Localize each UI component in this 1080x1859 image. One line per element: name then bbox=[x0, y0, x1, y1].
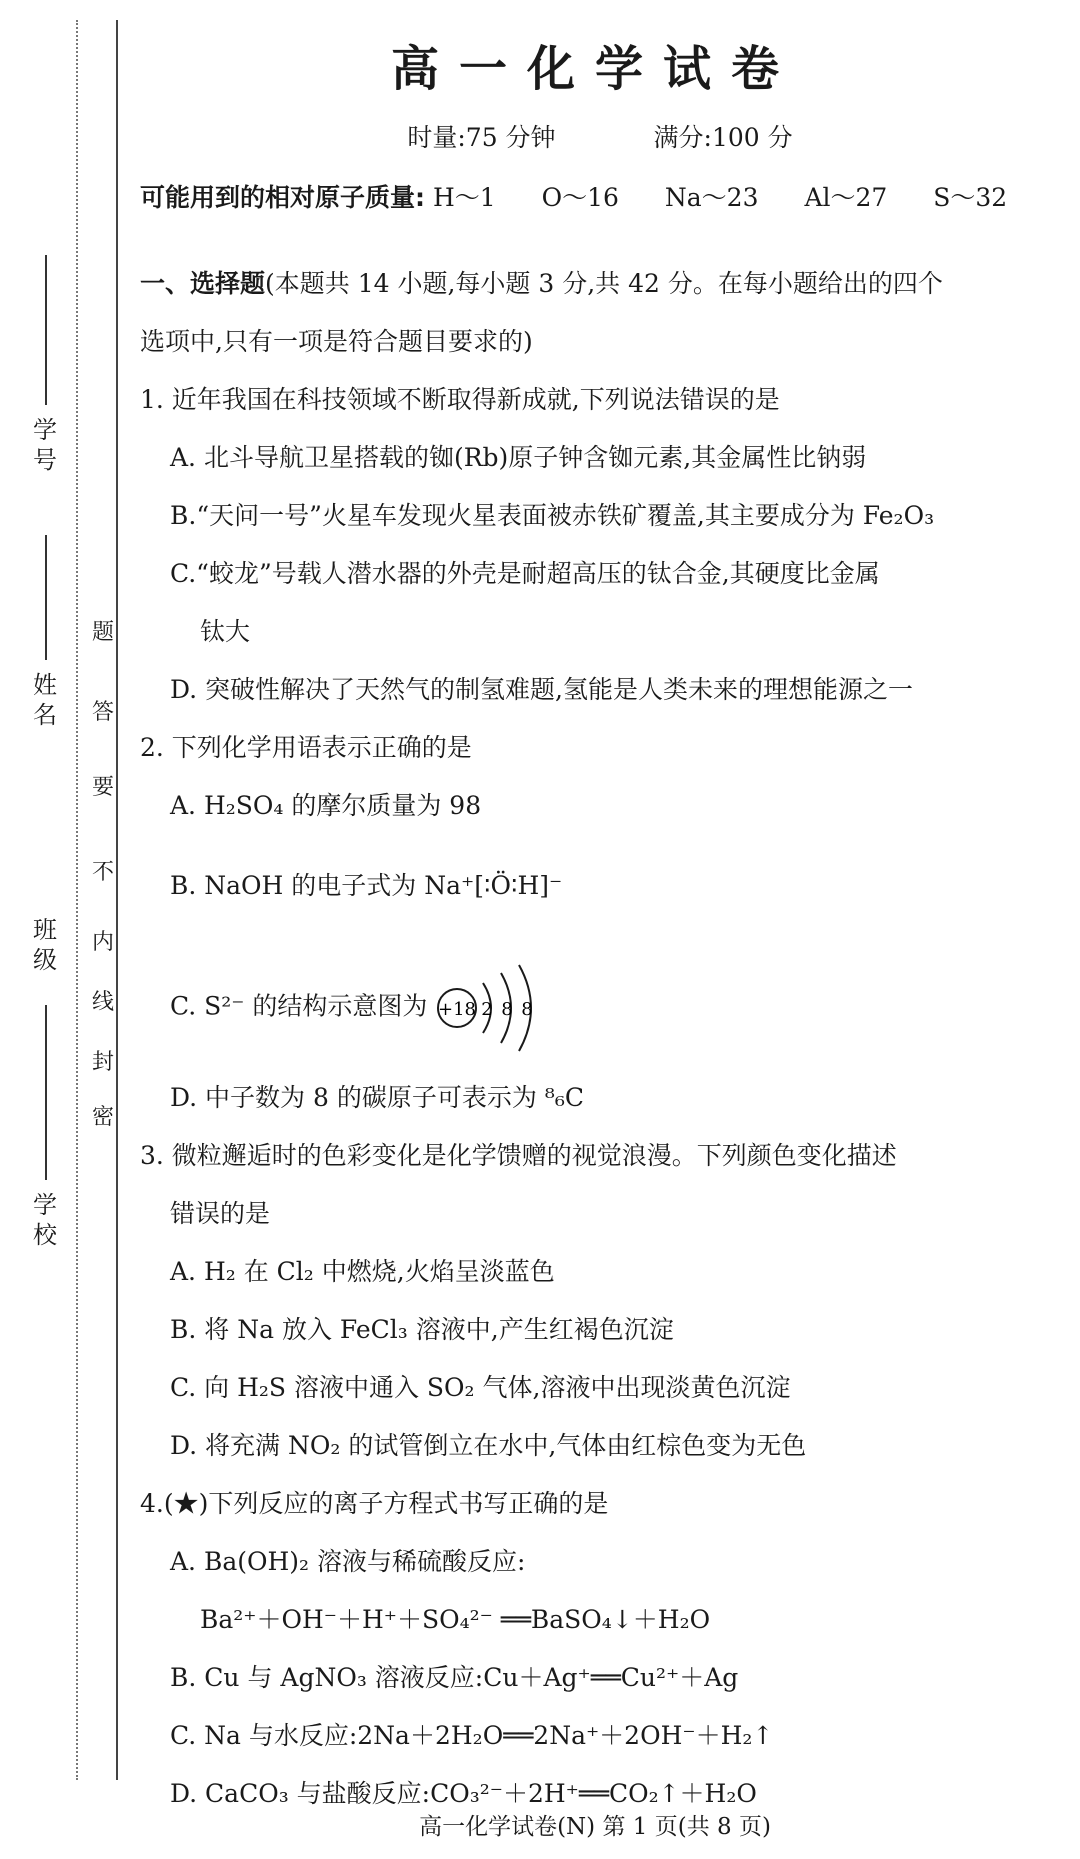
q4-option-a-equation: Ba²⁺＋OH⁻＋H⁺＋SO₄²⁻ ══BaSO₄↓＋H₂O bbox=[200, 1605, 711, 1634]
student-id-label-1: 学号 bbox=[33, 416, 57, 474]
page-title: 高一化学试卷 bbox=[390, 41, 799, 97]
q2-option-a[interactable]: A. H₂SO₄ 的摩尔质量为 98 bbox=[170, 791, 482, 820]
class-label: 班级 bbox=[33, 916, 57, 974]
exam-meta bbox=[0, 118, 1080, 154]
question-section bbox=[140, 255, 1055, 1823]
school-blank[interactable] bbox=[45, 1005, 47, 1180]
section-instructions-1: (本题共 14 小题,每小题 3 分,共 42 分。在每小题给出的四个 bbox=[265, 269, 943, 298]
section-instructions-2: 选项中,只有一项是符合题目要求的) bbox=[140, 327, 533, 356]
q4-stem: 4.(★)下列反应的离子方程式书写正确的是 bbox=[140, 1489, 609, 1518]
student-id-field[interactable] bbox=[25, 255, 65, 505]
atomic-masses-label: 可能用到的相对原子质量: bbox=[140, 183, 425, 212]
q3-stem: 3. 微粒邂逅时的色彩变化是化学馈赠的视觉浪漫。下列颜色变化描述 bbox=[140, 1141, 897, 1170]
section-heading bbox=[140, 255, 1055, 313]
q4-option-c[interactable]: C. Na 与水反应:2Na＋2H₂O══2Na⁺＋2OH⁻＋H₂↑ bbox=[170, 1721, 774, 1750]
name-blank[interactable] bbox=[45, 535, 47, 660]
q1-option-b[interactable]: B.“天问一号”火星车发现火星表面被赤铁矿覆盖,其主要成分为 Fe₂O₃ bbox=[170, 501, 935, 530]
q1-option-c[interactable]: C.“蛟龙”号载人潜水器的外壳是耐超高压的钛合金,其硬度比金属 bbox=[170, 559, 880, 588]
q3-option-d[interactable]: D. 将充满 NO₂ 的试管倒立在水中,气体由红棕色变为无色 bbox=[170, 1431, 807, 1460]
q4-option-d[interactable]: D. CaCO₃ 与盐酸反应:CO₃²⁻＋2H⁺══CO₂↑＋H₂O bbox=[170, 1779, 757, 1808]
margin-border-line bbox=[116, 20, 118, 1780]
q2-stem: 2. 下列化学用语表示正确的是 bbox=[140, 733, 472, 762]
q1-option-a[interactable]: A. 北斗导航卫星搭载的铷(Rb)原子钟含铷元素,其金属性比钠弱 bbox=[170, 443, 867, 472]
binding-margin bbox=[0, 0, 118, 1859]
atomic-mass-h: H～1 bbox=[432, 183, 496, 212]
name-label: 姓名 bbox=[33, 671, 57, 729]
q4-option-b[interactable]: B. Cu 与 AgNO₃ 溶液反应:Cu＋Ag⁺══Cu²⁺＋Ag bbox=[170, 1663, 739, 1692]
seal-text-3: 线 bbox=[91, 990, 114, 1015]
shell-count-3: 8 bbox=[521, 999, 534, 1020]
seal-text-4: 内 bbox=[91, 930, 114, 955]
exam-score: 满分:100 分 bbox=[653, 123, 793, 152]
q3-option-b[interactable]: B. 将 Na 放入 FeCl₃ 溶液中,产生红褐色沉淀 bbox=[170, 1315, 674, 1344]
class-field[interactable] bbox=[25, 855, 65, 995]
q4-option-a[interactable]: A. Ba(OH)₂ 溶液与稀硫酸反应: bbox=[170, 1547, 526, 1576]
q3-stem-cont: 错误的是 bbox=[170, 1199, 271, 1228]
name-field[interactable] bbox=[25, 535, 65, 795]
q3-option-a[interactable]: A. H₂ 在 Cl₂ 中燃烧,火焰呈淡蓝色 bbox=[170, 1257, 555, 1286]
nucleus-charge: +18 bbox=[438, 999, 477, 1020]
q3-option-c[interactable]: C. 向 H₂S 溶液中通入 SO₂ 气体,溶液中出现淡黄色沉淀 bbox=[170, 1373, 791, 1402]
q2-option-b[interactable]: B. NaOH 的电子式为 Na⁺[∶Ö∶H]⁻ bbox=[170, 871, 563, 900]
school-field[interactable] bbox=[25, 1005, 65, 1265]
shell-count-1: 2 bbox=[481, 999, 494, 1020]
seal-text-5: 不 bbox=[91, 860, 114, 885]
seal-dotted-line bbox=[76, 20, 78, 1780]
atomic-mass-o: O～16 bbox=[541, 183, 619, 212]
q1-option-c-cont: 钛大 bbox=[200, 617, 251, 646]
exam-time: 时量:75 分钟 bbox=[407, 123, 556, 152]
atomic-mass-al: Al～27 bbox=[804, 183, 888, 212]
q2-option-c-text: C. S²⁻ 的结构示意图为 bbox=[170, 991, 428, 1021]
seal-text-8: 题 bbox=[91, 620, 114, 645]
shell-count-2: 8 bbox=[501, 999, 514, 1020]
atomic-mass-s: S～32 bbox=[933, 183, 1008, 212]
atomic-masses bbox=[140, 178, 1007, 214]
atom-structure-diagram bbox=[435, 963, 545, 1053]
q2-option-d[interactable]: D. 中子数为 8 的碳原子可表示为 ⁸₆C bbox=[170, 1083, 584, 1112]
atomic-mass-na: Na～23 bbox=[664, 183, 759, 212]
q2-option-c[interactable] bbox=[140, 963, 1055, 1021]
seal-text-2: 封 bbox=[91, 1050, 114, 1075]
q1-option-d[interactable]: D. 突破性解决了天然气的制氢难题,氢能是人类未来的理想能源之一 bbox=[170, 675, 913, 704]
section-title: 一、选择题 bbox=[140, 269, 266, 298]
seal-text-1: 密 bbox=[91, 1105, 114, 1130]
seal-text-7: 答 bbox=[91, 700, 114, 725]
q1-stem: 1. 近年我国在科技领域不断取得新成就,下列说法错误的是 bbox=[140, 385, 780, 414]
student-id-blank[interactable] bbox=[45, 255, 47, 405]
page-footer: 高一化学试卷(N) 第 1 页(共 8 页) bbox=[419, 1814, 771, 1840]
school-label: 学校 bbox=[33, 1191, 57, 1249]
seal-text-6: 要 bbox=[91, 775, 114, 800]
